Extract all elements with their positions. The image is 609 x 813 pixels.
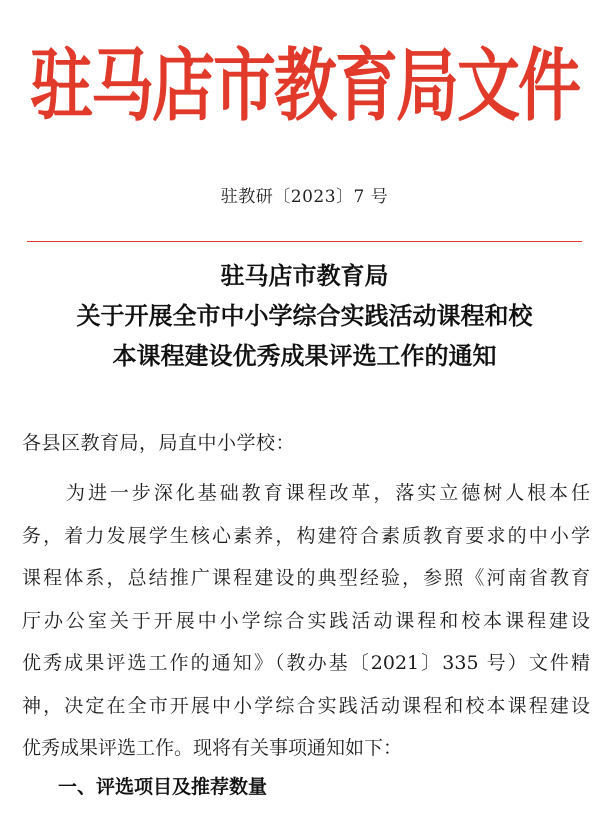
body-line: 神，决定在全市开展中小学综合实践活动课程和校本课程建设 [22, 694, 590, 717]
red-divider [27, 241, 582, 242]
body-paragraph [22, 472, 590, 770]
salutation: 各县区教育局，局直中小学校： [22, 432, 296, 454]
body-line: 课程体系，总结推广课程建设的典型经验，参照《河南省教育 [22, 567, 590, 589]
body-line: 优秀成果评选工作的通知》（教办基〔2021〕335 号）文件精 [22, 652, 590, 674]
document-title [20, 256, 589, 376]
document-number: 驻教研〔2023〕7 号 [220, 187, 389, 207]
body-line: 优秀成果评选工作。现将有关事项通知如下： [22, 737, 403, 759]
document-masthead: 驻马店市教育局文件 [30, 39, 579, 132]
title-line-issuer: 驻马店市教育局 [220, 262, 389, 290]
body-line: 为进一步深化基础教育课程改革，落实立德树人根本任 [66, 482, 590, 504]
title-line-subject: 关于开展全市中小学综合实践活动课程和校 [76, 302, 533, 330]
body-line: 务，着力发展学生核心素养，构建符合素质教育要求的中小学 [22, 524, 590, 547]
body-line: 厅办公室关于开展中小学综合实践活动课程和校本课程建设 [22, 609, 590, 632]
section-heading: 一、评选项目及推荐数量 [58, 776, 268, 798]
title-line-subject-cont: 本课程建设优秀成果评选工作的通知 [112, 342, 497, 370]
